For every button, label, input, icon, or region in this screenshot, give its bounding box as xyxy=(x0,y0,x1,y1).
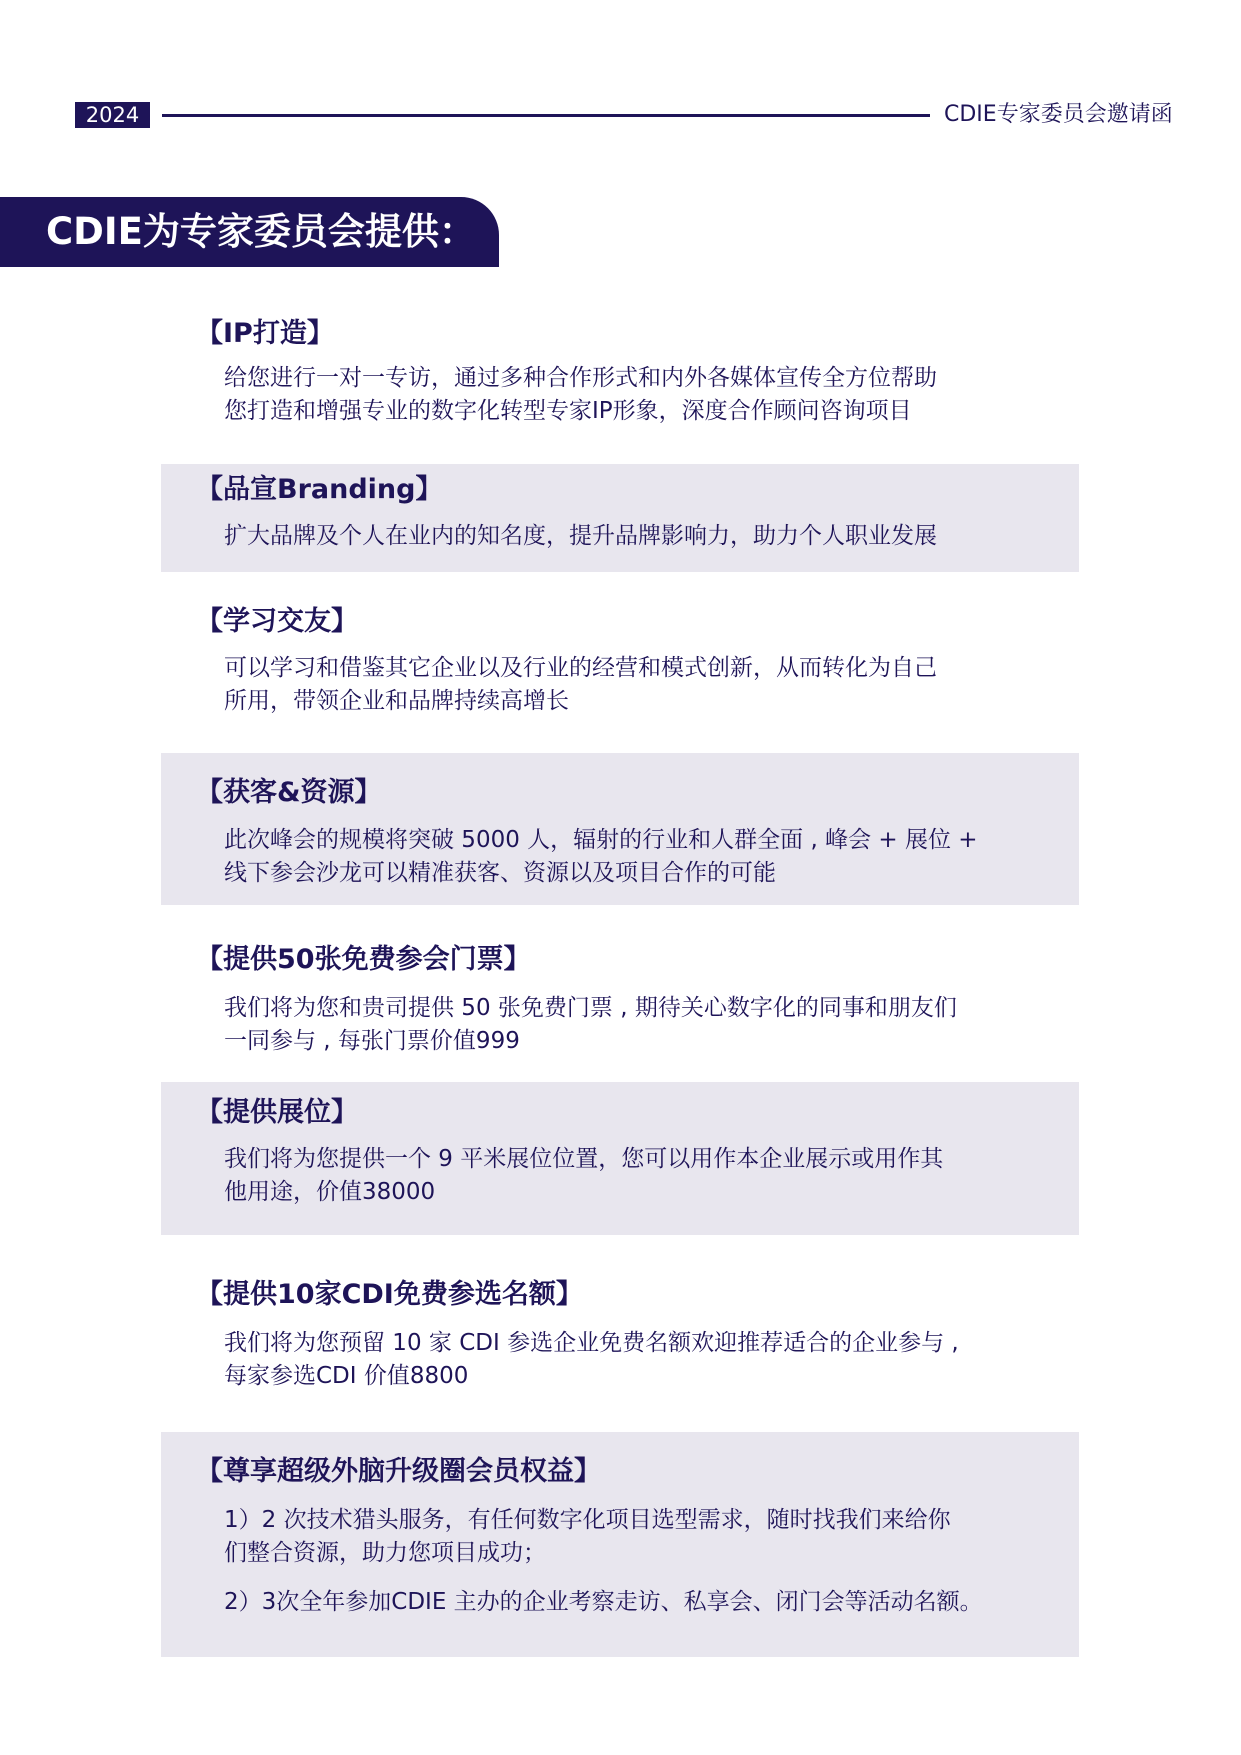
benefit-ip xyxy=(161,310,1079,430)
benefit-description xyxy=(224,652,1024,718)
benefit-line: 每家参选CDI 价值8800 xyxy=(224,1363,469,1389)
benefit-resources xyxy=(161,753,1079,905)
benefit-title: 【提供10家CDI免费参选名额】 xyxy=(196,1279,583,1310)
year-badge: 2024 xyxy=(75,102,150,128)
header-title: CDIE专家委员会邀请函 xyxy=(944,102,1173,127)
benefit-cdi-slots xyxy=(161,1275,1079,1400)
benefit-line: 线下参会沙龙可以精准获客、资源以及项目合作的可能 xyxy=(224,860,776,886)
benefit-line: 我们将为您提供一个 9 平米展位位置，您可以用作本企业展示或用作其 xyxy=(224,1146,944,1172)
benefit-title: 【提供50张免费参会门票】 xyxy=(196,944,531,975)
header-divider xyxy=(162,114,930,117)
benefit-membership xyxy=(161,1432,1079,1657)
benefit-tickets xyxy=(161,940,1079,1065)
benefit-description xyxy=(224,1143,1024,1209)
benefit-description xyxy=(224,520,1024,553)
benefit-line: 我们将为您和贵司提供 50 张免费门票 , 期待关心数字化的同事和朋友们 xyxy=(224,995,957,1021)
benefit-line: 2）3次全年参加CDIE 主办的企业考察走访、私享会、闭门会等活动名额。 xyxy=(224,1589,983,1615)
benefit-line: 们整合资源，助力您项目成功； xyxy=(224,1540,546,1566)
benefit-line: 我们将为您预留 10 家 CDI 参选企业免费名额欢迎推荐适合的企业参与 , xyxy=(224,1330,959,1356)
benefit-line: 扩大品牌及个人在业内的知名度，提升品牌影响力，助力个人职业发展 xyxy=(224,523,937,549)
page-header xyxy=(0,0,1241,135)
benefit-learning xyxy=(161,598,1079,718)
section-title: CDIE为专家委员会提供： xyxy=(46,210,476,253)
section-banner xyxy=(0,197,499,267)
benefit-line: 1）2 次技术猎头服务，有任何数字化项目选型需求，随时找我们来给你 xyxy=(224,1507,951,1533)
benefit-description xyxy=(224,824,1024,890)
benefit-line: 给您进行一对一专访，通过多种合作形式和内外各媒体宣传全方位帮助 xyxy=(224,365,937,391)
benefit-line: 所用，带领企业和品牌持续高增长 xyxy=(224,688,569,714)
benefit-line: 此次峰会的规模将突破 5000 人，辐射的行业和人群全面 , 峰会 + 展位 + xyxy=(224,827,978,853)
benefit-description xyxy=(224,1327,1024,1393)
benefit-title: 【获客&资源】 xyxy=(196,777,382,808)
benefit-title: 【提供展位】 xyxy=(196,1097,358,1128)
benefit-title: 【尊享超级外脑升级圈会员权益】 xyxy=(196,1456,601,1487)
benefit-title: 【学习交友】 xyxy=(196,606,358,637)
benefit-description xyxy=(224,1504,1024,1619)
benefit-title: 【IP打造】 xyxy=(196,318,334,349)
benefit-title: 【品宣Branding】 xyxy=(196,474,443,505)
benefit-line: 可以学习和借鉴其它企业以及行业的经营和模式创新，从而转化为自己 xyxy=(224,655,937,681)
benefit-line: 一同参与 , 每张门票价值999 xyxy=(224,1028,520,1054)
benefit-line: 您打造和增强专业的数字化转型专家IP形象，深度合作顾问咨询项目 xyxy=(224,398,912,424)
benefit-description xyxy=(224,362,1024,428)
benefit-booth xyxy=(161,1082,1079,1235)
benefit-line: 他用途，价值38000 xyxy=(224,1179,436,1205)
benefit-description xyxy=(224,992,1024,1058)
benefit-branding xyxy=(161,464,1079,572)
